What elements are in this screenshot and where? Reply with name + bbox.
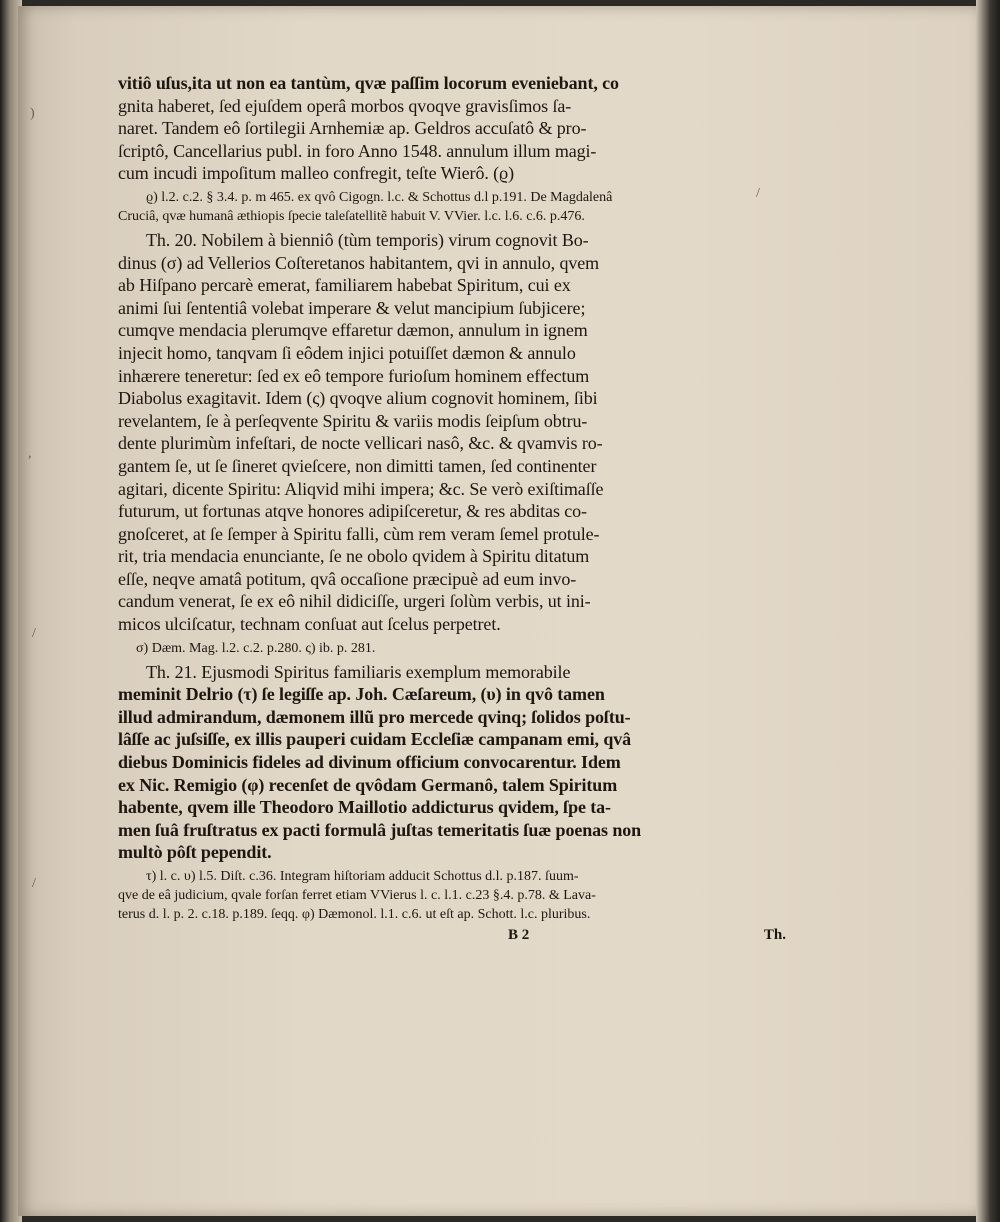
text-line: naret. Tandem eô ſortilegii Arnhemiæ ap. Geldros accuſatô & pro- [118,118,587,139]
text-line: ab Hiſpano percarè emerat, familiarem habebat Spiritum, cui ex [118,275,571,296]
text-line: animi ſui ſententiâ volebat imperare & velut mancipium ſubjicere; [118,297,586,318]
paragraph-start-th20: Th. 20. Nobilem à bienniô (tùm temporis) virum cognovit Bo- [146,229,589,250]
margin-mark: / [32,876,36,891]
paragraph-start-th21: Th. 21. Ejusmodi Spiritus familiaris exemplum memorabile [146,661,571,682]
text-line: habente, qvem ille Theodoro Maillotio addicturus qvidem, ſpe ta- [118,797,611,818]
text-line: meminit Delrio (τ) ſe legiſſe ap. Joh. Cæſareum, (υ) in qvô tamen [118,684,605,705]
margin-mark: / [32,626,36,641]
text-line: cumqve mendacia plerumqve effaretur dæmon, annulum in ignem [118,320,588,341]
footnote-line: ϱ) l.2. c.2. § 3.4. p. m 465. ex qvô Cigogn. l.c. & Schottus d.l p.191. De Magdalenâ [146,189,613,205]
text-line: rit, tria mendacia enunciante, ſe ne obolo qvidem à Spiritu ditatum [118,546,590,567]
margin-mark: ) [30,106,35,121]
margin-mark: / [756,186,760,201]
text-line: dinus (σ) ad Vellerios Coſteretanos habitantem, qvi in annulo, qvem [118,252,600,273]
text-line: dente plurimùm infeſtari, de nocte vellicari nasô, &c. & qvamvis ro- [118,433,603,454]
footnote-line: Cruciâ, qvæ humanâ æthiopis ſpecie taleſatellitẽ habuit V. VVier. l.c. l.6. c.6. p.476. [118,208,585,224]
page-footer [118,924,786,946]
margin-mark: , [28,446,32,461]
book-edge-right [976,0,1000,1222]
page-text [118,72,786,946]
text-line: lâſſe ac juſsiſſe, ex illis pauperi cuidam Eccleſiæ campanam emi, qvâ [118,729,632,750]
text-line: injecit homo, tanqvam ſi eôdem injici potuiſſet dæmon & annulo [118,342,576,363]
text-line: men ſuâ fruſtratus ex pacti formulâ juſtas temeritatis ſuæ poenas non [118,819,642,840]
text-line: gantem ſe, ut ſe ſineret qvieſcere, non dimitti tamen, ſed continenter [118,455,597,476]
footnote-line: σ) Dæm. Mag. l.2. c.2. p.280. ς) ib. p. 281. [136,640,376,656]
text-line: gnita haberet, ſed ejuſdem operâ morbos qvoqve gravisſimos ſa- [118,95,572,116]
text-line: ex Nic. Remigio (φ) recenſet de qvôdam Germanô, talem Spiritum [118,774,618,795]
text-line: gnoſceret, at ſe ſemper à Spiritu falli, cùm rem veram ſemel protule- [118,523,600,544]
catchword: Th. [763,927,786,943]
text-line: multò pôſt pependit. [118,842,272,863]
text-line: ſcriptô, Cancellarius publ. in foro Anno 1548. annulum illum magi- [118,140,597,161]
text-line: candum venerat, ſe ex eô nihil didiciſſe, urgeri ſolùm verbis, ut ini- [118,591,591,612]
text-line: diebus Dominicis fideles ad divinum officium convocarentur. Idem [118,752,621,773]
text-line: Diabolus exagitavit. Idem (ς) qvoqve alium cognovit hominem, ſibi [118,388,598,409]
text-line: vitiô uſus,ita ut non ea tantùm, qvæ paſſim locorum eveniebant, co [118,73,619,93]
text-line: revelantem, ſe à perſeqvente Spiritu & variis modis ſeipſum obtru- [118,410,588,431]
text-line: illud admirandum, dæmonem illũ pro mercede qvinq; ſolidos poſtu- [118,706,631,727]
text-line: eſſe, neqve amatâ potitum, qvâ occaſione præcipuè ad eum invo- [118,568,577,589]
signature-mark: B 2 [508,927,530,943]
text-line: micos ulciſcatur, technam conſuat aut ſcelus perpetret. [118,614,501,635]
text-line: cum incudi impoſitum malleo confregit, teſte Wierô. (ϱ) [118,163,514,184]
text-line: futurum, ut fortunas atqve honores adipiſceretur, & res abditas co- [118,501,587,522]
text-line: agitari, dicente Spiritu: Aliqvid mihi impera; &c. Se verò exiſtimaſſe [118,478,604,499]
footnote-line: qve de eâ judicium, qvale forſan ferret etiam VVierus l. c. l.1. c.23 §.4. p.78. & Lava- [118,888,596,903]
text-line: inhærere teneretur: ſed ex eô tempore furioſum hominem effectum [118,365,590,386]
footnote-line: τ) l. c. υ) l.5. Diſt. c.36. Integram hiſtoriam adducit Schottus d.l. p.187. ſuum- [146,869,579,884]
footnote-line: terus d. l. p. 2. c.18. p.189. ſeqq. φ) Dæmonol. l.1. c.6. ut eſt ap. Schott. l.c. pluribus. [118,907,591,922]
